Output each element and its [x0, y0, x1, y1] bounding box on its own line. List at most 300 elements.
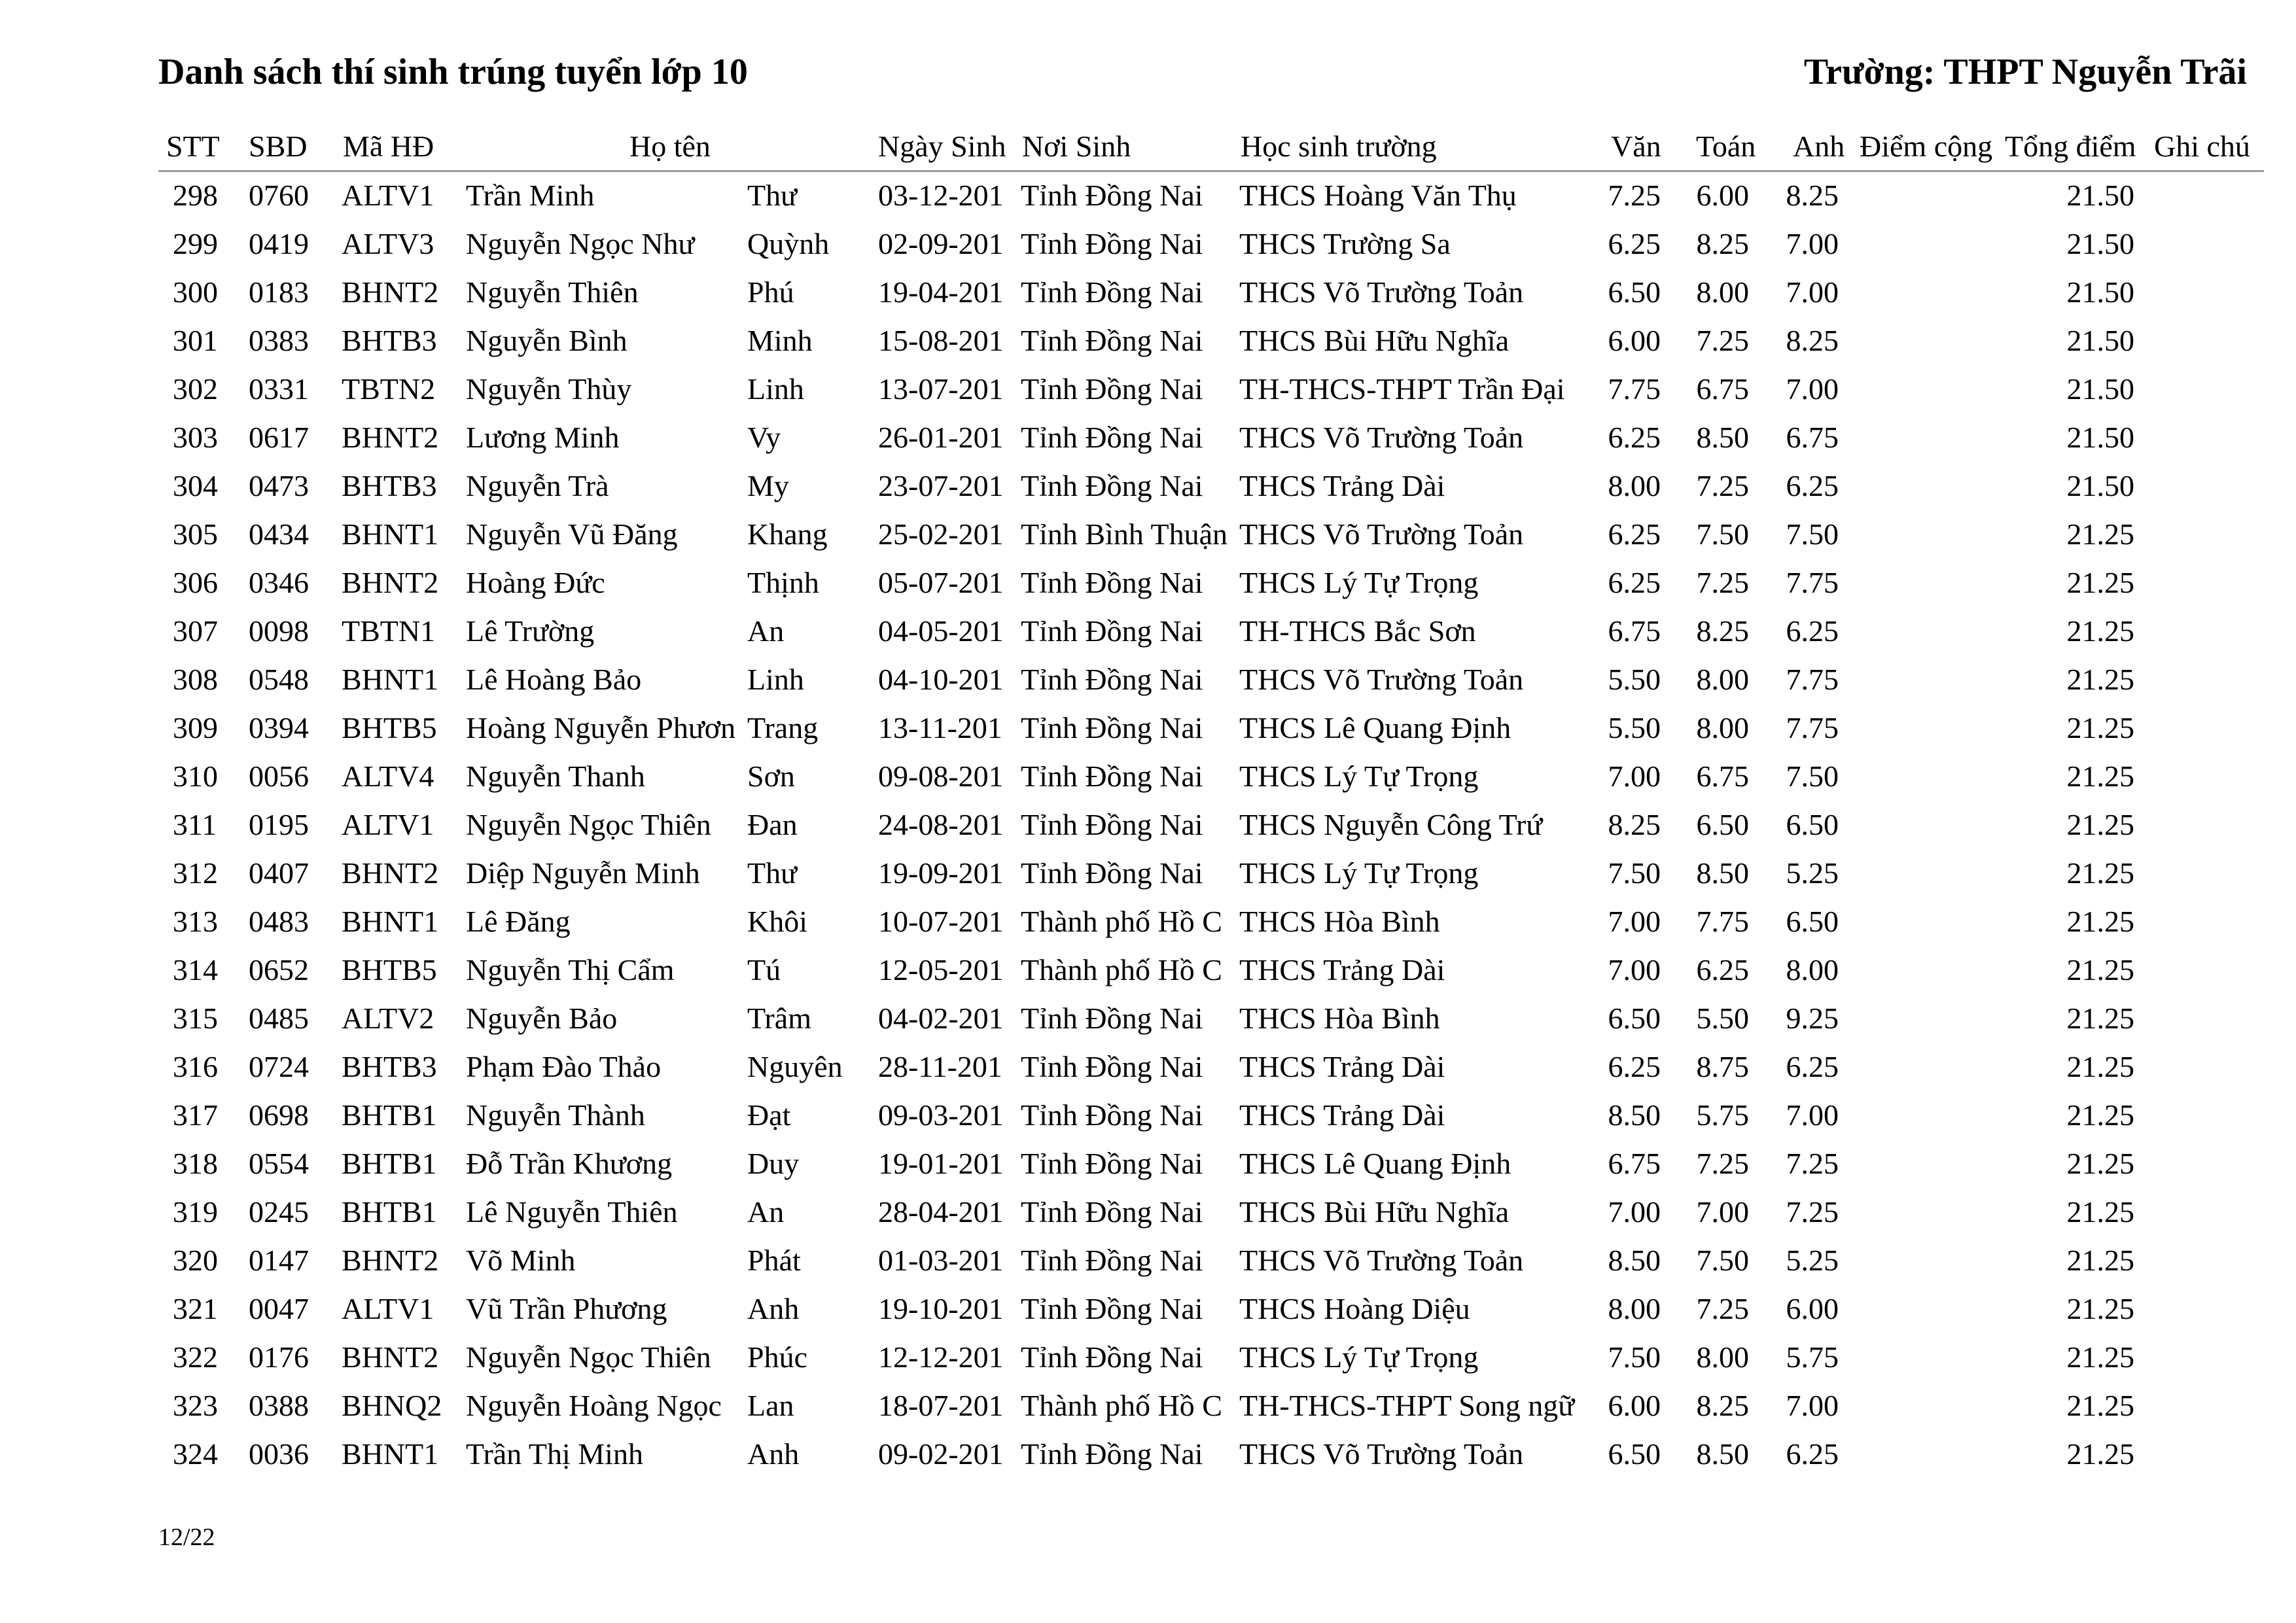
- cell-noisinh: Tỉnh Đồng Nai: [1021, 1437, 1203, 1471]
- cell-mahd: BHTB5: [342, 711, 437, 744]
- cell-stt: 308: [173, 663, 218, 696]
- cell-tongdiem: 21.25: [2066, 808, 2134, 841]
- cell-ho: Lê Nguyễn Thiên: [466, 1195, 678, 1229]
- cell-ten: Minh: [747, 324, 813, 357]
- cell-ho: Nguyễn Thành: [466, 1098, 645, 1132]
- cell-mahd: ALTV1: [342, 1292, 434, 1325]
- cell-stt: 303: [173, 421, 218, 454]
- cell-toan: 7.25: [1696, 566, 1749, 599]
- cell-van: 6.25: [1608, 566, 1661, 599]
- cell-sbd: 0388: [249, 1389, 309, 1422]
- table-row: [158, 656, 2264, 705]
- cell-ten: Nguyên: [747, 1050, 843, 1083]
- cell-ten: Đan: [747, 808, 798, 841]
- cell-anh: 5.75: [1786, 1340, 1839, 1374]
- cell-anh: 7.00: [1786, 275, 1839, 309]
- cell-van: 6.25: [1608, 421, 1661, 454]
- cell-tongdiem: 21.25: [2066, 1195, 2134, 1229]
- cell-stt: 318: [173, 1147, 218, 1180]
- header-van: Văn: [1611, 130, 1661, 163]
- cell-noisinh: Tỉnh Đồng Nai: [1021, 1002, 1203, 1035]
- cell-toan: 8.25: [1696, 614, 1749, 648]
- cell-toan: 6.75: [1696, 372, 1749, 406]
- cell-anh: 7.50: [1786, 759, 1839, 793]
- cell-truong: TH-THCS-THPT Trần Đại: [1239, 372, 1565, 406]
- cell-truong: THCS Bùi Hữu Nghĩa: [1239, 1195, 1510, 1229]
- cell-truong: THCS Trảng Dài: [1239, 953, 1445, 986]
- cell-toan: 7.00: [1696, 1195, 1749, 1229]
- cell-ngaysinh: 03-12-201: [878, 179, 1004, 212]
- cell-toan: 6.75: [1696, 759, 1749, 793]
- cell-ten: Trang: [747, 711, 819, 744]
- cell-sbd: 0485: [249, 1002, 309, 1035]
- candidate-table: [158, 128, 2264, 1479]
- cell-ngaysinh: 19-01-201: [878, 1147, 1004, 1180]
- table-row: [158, 850, 2264, 898]
- cell-tongdiem: 21.50: [2066, 275, 2134, 309]
- cell-truong: TH-THCS-THPT Song ngữ: [1239, 1389, 1575, 1422]
- cell-toan: 8.00: [1696, 275, 1749, 309]
- cell-sbd: 0346: [249, 566, 309, 599]
- cell-ten: Thịnh: [747, 566, 819, 599]
- cell-ten: Phú: [747, 275, 794, 309]
- cell-ten: Anh: [747, 1292, 800, 1325]
- cell-sbd: 0176: [249, 1340, 309, 1374]
- cell-stt: 298: [173, 179, 218, 212]
- cell-mahd: BHNT1: [342, 517, 439, 551]
- cell-toan: 8.50: [1696, 1437, 1749, 1471]
- cell-mahd: BHTB1: [342, 1147, 437, 1180]
- cell-van: 6.25: [1608, 227, 1661, 260]
- cell-toan: 8.75: [1696, 1050, 1749, 1083]
- cell-toan: 7.25: [1696, 469, 1749, 502]
- cell-noisinh: Tỉnh Bình Thuận: [1021, 517, 1228, 551]
- cell-anh: 6.25: [1786, 469, 1839, 502]
- table-row: [158, 1043, 2264, 1092]
- cell-mahd: BHTB3: [342, 1050, 437, 1083]
- cell-ho: Vũ Trần Phương: [466, 1292, 667, 1325]
- table-row: [158, 414, 2264, 462]
- cell-ho: Nguyễn Ngọc Thiên: [466, 808, 711, 841]
- header-diemcong: Điểm cộng: [1860, 130, 1993, 163]
- cell-truong: THCS Võ Trường Toản: [1239, 1244, 1524, 1277]
- header-toan: Toán: [1696, 130, 1756, 163]
- page-number: 12/22: [158, 1524, 215, 1551]
- cell-noisinh: Tỉnh Đồng Nai: [1021, 663, 1203, 696]
- cell-sbd: 0434: [249, 517, 309, 551]
- cell-ho: Nguyễn Bình: [466, 324, 627, 357]
- cell-tongdiem: 21.25: [2066, 1244, 2134, 1277]
- cell-toan: 8.25: [1696, 227, 1749, 260]
- cell-anh: 6.25: [1786, 1437, 1839, 1471]
- cell-mahd: ALTV4: [342, 759, 434, 793]
- cell-noisinh: Tỉnh Đồng Nai: [1021, 179, 1203, 212]
- cell-stt: 322: [173, 1340, 218, 1374]
- cell-toan: 8.00: [1696, 663, 1749, 696]
- cell-ten: Trâm: [747, 1002, 811, 1035]
- cell-sbd: 0183: [249, 275, 309, 309]
- cell-anh: 7.00: [1786, 227, 1839, 260]
- cell-anh: 6.00: [1786, 1292, 1839, 1325]
- cell-truong: THCS Trảng Dài: [1239, 1050, 1445, 1083]
- cell-noisinh: Tỉnh Đồng Nai: [1021, 1050, 1203, 1083]
- cell-stt: 301: [173, 324, 218, 357]
- cell-mahd: BHTB5: [342, 953, 437, 986]
- cell-ngaysinh: 09-02-201: [878, 1437, 1004, 1471]
- cell-ten: Lan: [747, 1389, 794, 1422]
- cell-stt: 304: [173, 469, 218, 502]
- header-hoten: Họ tên: [629, 130, 711, 163]
- cell-ngaysinh: 12-12-201: [878, 1340, 1004, 1374]
- cell-noisinh: Tỉnh Đồng Nai: [1021, 275, 1203, 309]
- cell-anh: 7.50: [1786, 517, 1839, 551]
- table-row: [158, 1334, 2264, 1382]
- table-row: [158, 995, 2264, 1043]
- table-row: [158, 801, 2264, 850]
- cell-anh: 5.25: [1786, 856, 1839, 890]
- table-row: [158, 462, 2264, 511]
- cell-toan: 8.00: [1696, 711, 1749, 744]
- cell-truong: THCS Trảng Dài: [1239, 469, 1445, 502]
- cell-ngaysinh: 09-03-201: [878, 1098, 1004, 1132]
- cell-truong: THCS Hòa Bình: [1239, 1002, 1440, 1035]
- cell-sbd: 0394: [249, 711, 309, 744]
- cell-mahd: BHNT2: [342, 566, 439, 599]
- cell-mahd: ALTV1: [342, 808, 434, 841]
- cell-sbd: 0098: [249, 614, 309, 648]
- cell-noisinh: Thành phố Hồ C: [1021, 953, 1222, 986]
- cell-ngaysinh: 04-02-201: [878, 1002, 1004, 1035]
- cell-noisinh: Tỉnh Đồng Nai: [1021, 1147, 1203, 1180]
- cell-noisinh: Tỉnh Đồng Nai: [1021, 1244, 1203, 1277]
- cell-stt: 320: [173, 1244, 218, 1277]
- cell-anh: 8.25: [1786, 179, 1839, 212]
- cell-tongdiem: 21.25: [2066, 1050, 2134, 1083]
- cell-ten: Duy: [747, 1147, 800, 1180]
- cell-stt: 315: [173, 1002, 218, 1035]
- cell-mahd: ALTV2: [342, 1002, 434, 1035]
- cell-van: 6.00: [1608, 1389, 1661, 1422]
- cell-tongdiem: 21.25: [2066, 905, 2134, 938]
- cell-ho: Hoàng Đức: [466, 566, 605, 599]
- cell-van: 6.25: [1608, 517, 1661, 551]
- cell-mahd: TBTN1: [342, 614, 436, 648]
- cell-ngaysinh: 19-09-201: [878, 856, 1004, 890]
- cell-ngaysinh: 13-07-201: [878, 372, 1004, 406]
- cell-ngaysinh: 01-03-201: [878, 1244, 1004, 1277]
- cell-ten: Linh: [747, 372, 804, 406]
- table-row: [158, 1140, 2264, 1189]
- cell-ho: Diệp Nguyễn Minh: [466, 856, 700, 890]
- cell-ho: Hoàng Nguyễn Phươn: [466, 711, 735, 744]
- cell-noisinh: Tỉnh Đồng Nai: [1021, 614, 1203, 648]
- cell-toan: 7.50: [1696, 517, 1749, 551]
- cell-van: 8.00: [1608, 469, 1661, 502]
- table-row: [158, 317, 2264, 366]
- cell-ten: Linh: [747, 663, 804, 696]
- cell-truong: THCS Lê Quang Định: [1239, 1147, 1511, 1180]
- cell-mahd: ALTV3: [342, 227, 434, 260]
- cell-tongdiem: 21.25: [2066, 953, 2134, 986]
- cell-ho: Nguyễn Hoàng Ngọc: [466, 1389, 722, 1422]
- cell-noisinh: Tỉnh Đồng Nai: [1021, 711, 1203, 744]
- cell-truong: THCS Lý Tự Trọng: [1239, 759, 1479, 793]
- cell-ho: Nguyễn Bảo: [466, 1002, 618, 1035]
- table-row: [158, 1285, 2264, 1334]
- cell-tongdiem: 21.25: [2066, 1292, 2134, 1325]
- table-row: [158, 269, 2264, 317]
- school-name: Trường: THPT Nguyễn Trãi: [1803, 52, 2247, 92]
- cell-truong: THCS Võ Trường Toản: [1239, 421, 1524, 454]
- cell-ten: Khang: [747, 517, 828, 551]
- cell-van: 7.00: [1608, 759, 1661, 793]
- header-anh: Anh: [1793, 130, 1845, 163]
- cell-anh: 7.00: [1786, 1098, 1839, 1132]
- cell-stt: 323: [173, 1389, 218, 1422]
- cell-tongdiem: 21.50: [2066, 179, 2134, 212]
- cell-toan: 8.25: [1696, 1389, 1749, 1422]
- cell-truong: THCS Lê Quang Định: [1239, 711, 1511, 744]
- cell-ten: An: [747, 614, 785, 648]
- cell-toan: 5.50: [1696, 1002, 1749, 1035]
- cell-truong: THCS Hoàng Diệu: [1239, 1292, 1470, 1325]
- cell-sbd: 0383: [249, 324, 309, 357]
- cell-truong: THCS Lý Tự Trọng: [1239, 1340, 1479, 1374]
- cell-mahd: BHNT1: [342, 663, 439, 696]
- cell-noisinh: Tỉnh Đồng Nai: [1021, 808, 1203, 841]
- header-ghichu: Ghi chú: [2154, 130, 2250, 163]
- cell-ho: Trần Thị Minh: [466, 1437, 643, 1471]
- cell-mahd: BHNT2: [342, 1340, 439, 1374]
- cell-anh: 7.75: [1786, 566, 1839, 599]
- cell-noisinh: Tỉnh Đồng Nai: [1021, 421, 1203, 454]
- cell-van: 7.00: [1608, 905, 1661, 938]
- cell-stt: 307: [173, 614, 218, 648]
- cell-stt: 309: [173, 711, 218, 744]
- cell-stt: 321: [173, 1292, 218, 1325]
- cell-noisinh: Tỉnh Đồng Nai: [1021, 324, 1203, 357]
- table-row: [158, 608, 2264, 656]
- cell-ngaysinh: 09-08-201: [878, 759, 1004, 793]
- cell-truong: THCS Hòa Bình: [1239, 905, 1440, 938]
- cell-sbd: 0047: [249, 1292, 309, 1325]
- cell-truong: THCS Võ Trường Toản: [1239, 517, 1524, 551]
- header-truong: Học sinh trường: [1241, 130, 1437, 163]
- cell-sbd: 0331: [249, 372, 309, 406]
- cell-tongdiem: 21.25: [2066, 1340, 2134, 1374]
- cell-van: 6.50: [1608, 1002, 1661, 1035]
- cell-sbd: 0652: [249, 953, 309, 986]
- cell-ho: Nguyễn Ngọc Như: [466, 227, 695, 260]
- header-sbd: SBD: [249, 130, 308, 163]
- cell-ngaysinh: 26-01-201: [878, 421, 1004, 454]
- cell-ten: Đạt: [747, 1098, 791, 1132]
- cell-tongdiem: 21.50: [2066, 227, 2134, 260]
- cell-toan: 6.50: [1696, 808, 1749, 841]
- cell-stt: 305: [173, 517, 218, 551]
- cell-toan: 5.75: [1696, 1098, 1749, 1132]
- cell-sbd: 0419: [249, 227, 309, 260]
- cell-ho: Nguyễn Thị Cẩm: [466, 953, 675, 986]
- cell-ho: Nguyễn Trà: [466, 469, 609, 502]
- cell-sbd: 0245: [249, 1195, 309, 1229]
- cell-van: 6.25: [1608, 1050, 1661, 1083]
- cell-toan: 7.25: [1696, 324, 1749, 357]
- cell-ngaysinh: 12-05-201: [878, 953, 1004, 986]
- cell-noisinh: Tỉnh Đồng Nai: [1021, 1340, 1203, 1374]
- table-row: [158, 1382, 2264, 1431]
- cell-toan: 7.50: [1696, 1244, 1749, 1277]
- cell-tongdiem: 21.25: [2066, 517, 2134, 551]
- cell-van: 6.75: [1608, 1147, 1661, 1180]
- cell-ten: Phúc: [747, 1340, 807, 1374]
- cell-mahd: TBTN2: [342, 372, 436, 406]
- cell-ho: Đỗ Trần Khương: [466, 1147, 673, 1180]
- cell-sbd: 0548: [249, 663, 309, 696]
- table-row: [158, 220, 2264, 269]
- cell-toan: 7.25: [1696, 1292, 1749, 1325]
- page-title: Danh sách thí sinh trúng tuyển lớp 10: [158, 52, 748, 92]
- cell-ho: Nguyễn Thùy: [466, 372, 632, 406]
- cell-toan: 7.25: [1696, 1147, 1749, 1180]
- cell-ho: Trần Minh: [466, 179, 595, 212]
- cell-mahd: BHTB1: [342, 1195, 437, 1229]
- cell-stt: 314: [173, 953, 218, 986]
- cell-anh: 7.00: [1786, 1389, 1839, 1422]
- cell-tongdiem: 21.25: [2066, 1098, 2134, 1132]
- cell-ngaysinh: 04-05-201: [878, 614, 1004, 648]
- cell-tongdiem: 21.25: [2066, 1002, 2134, 1035]
- cell-stt: 311: [173, 808, 217, 841]
- cell-ngaysinh: 28-11-201: [878, 1050, 1002, 1083]
- cell-tongdiem: 21.25: [2066, 1437, 2134, 1471]
- cell-anh: 8.25: [1786, 324, 1839, 357]
- cell-anh: 9.25: [1786, 1002, 1839, 1035]
- cell-van: 7.50: [1608, 856, 1661, 890]
- cell-truong: TH-THCS Bắc Sơn: [1239, 614, 1476, 648]
- cell-ho: Nguyễn Thiên: [466, 275, 639, 309]
- cell-ngaysinh: 15-08-201: [878, 324, 1004, 357]
- cell-van: 6.50: [1608, 275, 1661, 309]
- cell-truong: THCS Hoàng Văn Thụ: [1239, 179, 1517, 212]
- cell-toan: 7.75: [1696, 905, 1749, 938]
- header-stt: STT: [166, 130, 220, 163]
- cell-tongdiem: 21.25: [2066, 614, 2134, 648]
- cell-van: 8.50: [1608, 1098, 1661, 1132]
- cell-sbd: 0473: [249, 469, 309, 502]
- cell-noisinh: Tỉnh Đồng Nai: [1021, 1195, 1203, 1229]
- cell-van: 6.00: [1608, 324, 1661, 357]
- cell-van: 5.50: [1608, 663, 1661, 696]
- cell-ho: Phạm Đào Thảo: [466, 1050, 662, 1083]
- cell-van: 7.25: [1608, 179, 1661, 212]
- cell-ho: Võ Minh: [466, 1244, 576, 1277]
- cell-ten: My: [747, 469, 789, 502]
- cell-ten: Thư: [747, 179, 798, 212]
- cell-ngaysinh: 19-10-201: [878, 1292, 1004, 1325]
- cell-stt: 313: [173, 905, 218, 938]
- cell-anh: 6.50: [1786, 905, 1839, 938]
- cell-sbd: 0147: [249, 1244, 309, 1277]
- cell-van: 7.50: [1608, 1340, 1661, 1374]
- cell-truong: THCS Lý Tự Trọng: [1239, 566, 1479, 599]
- cell-ngaysinh: 28-04-201: [878, 1195, 1004, 1229]
- table-row: [158, 898, 2264, 947]
- table-body: [158, 172, 2264, 1479]
- cell-mahd: BHNT2: [342, 1244, 439, 1277]
- cell-truong: THCS Trường Sa: [1239, 227, 1451, 260]
- cell-stt: 302: [173, 372, 218, 406]
- cell-noisinh: Thành phố Hồ C: [1021, 1389, 1222, 1422]
- cell-noisinh: Tỉnh Đồng Nai: [1021, 1292, 1203, 1325]
- cell-mahd: BHTB3: [342, 324, 437, 357]
- table-row: [158, 366, 2264, 414]
- cell-mahd: BHNT1: [342, 1437, 439, 1471]
- cell-anh: 7.75: [1786, 711, 1839, 744]
- cell-ngaysinh: 24-08-201: [878, 808, 1004, 841]
- cell-truong: THCS Bùi Hữu Nghĩa: [1239, 324, 1510, 357]
- cell-tongdiem: 21.50: [2066, 324, 2134, 357]
- header-tongdiem: Tổng điểm: [2005, 130, 2136, 163]
- cell-noisinh: Tỉnh Đồng Nai: [1021, 856, 1203, 890]
- cell-ngaysinh: 10-07-201: [878, 905, 1004, 938]
- cell-anh: 8.00: [1786, 953, 1839, 986]
- cell-ho: Nguyễn Vũ Đăng: [466, 517, 678, 551]
- cell-tongdiem: 21.25: [2066, 663, 2134, 696]
- cell-tongdiem: 21.25: [2066, 566, 2134, 599]
- table-row: [158, 1189, 2264, 1237]
- cell-anh: 6.25: [1786, 1050, 1839, 1083]
- cell-tongdiem: 21.50: [2066, 372, 2134, 406]
- cell-tongdiem: 21.25: [2066, 759, 2134, 793]
- cell-mahd: BHNQ2: [342, 1389, 442, 1422]
- cell-stt: 319: [173, 1195, 218, 1229]
- cell-tongdiem: 21.25: [2066, 1147, 2134, 1180]
- cell-van: 7.75: [1608, 372, 1661, 406]
- cell-anh: 7.75: [1786, 663, 1839, 696]
- cell-ho: Nguyễn Thanh: [466, 759, 645, 793]
- cell-anh: 7.25: [1786, 1147, 1839, 1180]
- table-row: [158, 1237, 2264, 1285]
- cell-anh: 6.50: [1786, 808, 1839, 841]
- cell-truong: THCS Nguyễn Công Trứ: [1239, 808, 1543, 841]
- cell-noisinh: Tỉnh Đồng Nai: [1021, 469, 1203, 502]
- cell-noisinh: Tỉnh Đồng Nai: [1021, 566, 1203, 599]
- cell-sbd: 0483: [249, 905, 309, 938]
- cell-ngaysinh: 05-07-201: [878, 566, 1004, 599]
- cell-stt: 312: [173, 856, 218, 890]
- table-row: [158, 1431, 2264, 1479]
- cell-stt: 324: [173, 1437, 218, 1471]
- cell-van: 6.50: [1608, 1437, 1661, 1471]
- cell-mahd: ALTV1: [342, 179, 434, 212]
- cell-sbd: 0724: [249, 1050, 309, 1083]
- cell-ten: An: [747, 1195, 785, 1229]
- cell-noisinh: Tỉnh Đồng Nai: [1021, 1098, 1203, 1132]
- cell-stt: 306: [173, 566, 218, 599]
- cell-mahd: BHNT2: [342, 421, 439, 454]
- table-row: [158, 559, 2264, 608]
- cell-mahd: BHNT2: [342, 275, 439, 309]
- cell-ho: Lương Minh: [466, 421, 620, 454]
- header-ngaysinh: Ngày Sinh: [878, 130, 1006, 163]
- cell-toan: 6.25: [1696, 953, 1749, 986]
- cell-anh: 5.25: [1786, 1244, 1839, 1277]
- cell-ngaysinh: 13-11-201: [878, 711, 1002, 744]
- cell-truong: THCS Lý Tự Trọng: [1239, 856, 1479, 890]
- table-row: [158, 947, 2264, 995]
- cell-ngaysinh: 18-07-201: [878, 1389, 1004, 1422]
